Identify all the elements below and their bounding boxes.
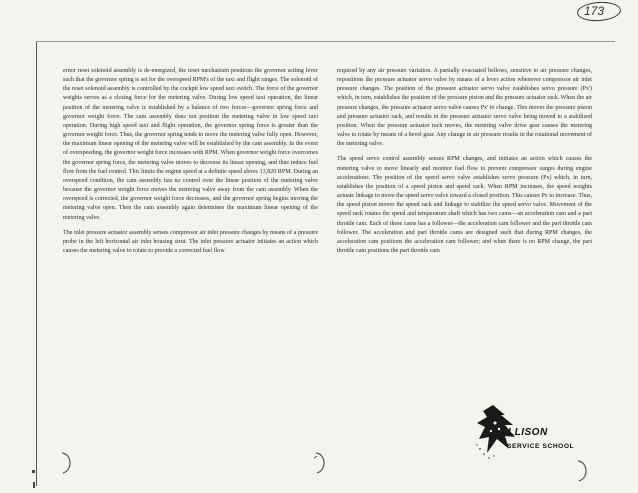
- paragraph: The speed servo control assembly senses RPM changes, and initiates an action which causes the metering valve to move linearly and monitor fuel flow to prevent compressor surges during engine accelerations. The position of the speed servo valve establishes servo pressure (Px) which, in turn, establishes the position of a speed piston and speed rack. When RPM increases, the speed weights actuate linkage to move the speed servo valve toward a closed position. This causes Px to increase. Thus, the speed piston moves the speed rack and linkage to stabilize the speed servo valve. Movement of the speed rack rotates the speed and temperature shaft which has two cams—an acceleration cam and a part throttle cam. Each of these cams has a follower—the acceleration cam follower and the part throttle cam follower. The acceleration and part throttle cams are designed such that during RPM changes, the acceleration cam positions the acceleration cam follower; and when there is no RPM change, the part throttle cam positions the part throttle cam: [337, 156, 592, 254]
- logo-subtitle: SERVICE SCHOOL: [507, 443, 575, 450]
- scan-speck: [33, 482, 35, 488]
- page-number: 173: [584, 4, 605, 18]
- left-column: [63, 67, 318, 262]
- scan-speck: [32, 470, 35, 473]
- binder-hole-mark-icon: [312, 450, 330, 476]
- right-column: [337, 67, 592, 262]
- binder-hole-mark-icon: [58, 450, 76, 476]
- allison-logo: [475, 403, 615, 463]
- logo-brand: LLISON: [508, 427, 548, 438]
- binder-hole-mark-icon: [574, 458, 592, 484]
- paragraph: required by any air pressure variation. A partially evacuated bellows, sensitive to air pressure changes, repositions the pressure actuator servo valve by means of a lever action whenever compressor air inlet pressure changes. The position of the pressure actuator servo valve establishes servo pressure (Px') which, in turn, establishes the position of the pressure piston and the pressure actuator rack. When the air pressure changes, the pressure actuator servo valve causes Px' to change. This moves the pressure piston and pressure actuator rack, and results in the pressure actuator servo valve being moved to a stabilized position. When the pressure actuator rack moves, the metering valve drive gear causes the metering valve to rotate by means of a bevel gear. Any change in air pressure results in the rotational movement of the metering valve.: [337, 68, 592, 148]
- paragraph: The inlet pressure actuator assembly senses compressor air inlet pressure changes by means of a pressure probe in the left horizontal air inlet housing strut. The inlet pressure actuator initiates an action which causes the metering valve to rotate to provide a corrected fuel flow: [63, 229, 318, 254]
- paragraph: ernor reset solenoid assembly is de-energized, the reset mechanism positions the governor setting lever such that the governor spring is set for the overspeed RPM's of the taxi and flight ranges. The solenoid of the reset solenoid assembly is controlled by the cockpit low speed taxi switch. The force of the governor weights serves as a closing force for the metering valve. During low speed taxi operation, the linear position of the metering valve is established by a balance of two forces—governor spring force and governor weight force. The cam assembly does not position the metering valve in low speed taxi operation. During high speed taxi and flight operation, the governor spring force is greater than the governor weight force. Thus, the governor spring tends to move the metering valve fully open. However, the maximum linear opening of the metering valve will be established by the cam assembly. In the event of overspeeding, the governor weight force increases with RPM. When governor weight force overcomes the governor spring force, the metering valve moves to decrease its linear opening, and thus reduce fuel flow from the fuel control. This limits the engine speed at a definite speed above 13,820 RPM. During an overspeed condition, the cam assembly has no control over the linear position of the metering valve because the governor weight force moves the metering valve away from the cam assembly. When the overspeed is corrected, the governor weight force decreases, and the governor spring begins moving the metering valve open. Then the cam assembly again determines the maximum linear opening of the metering valve.: [63, 68, 318, 221]
